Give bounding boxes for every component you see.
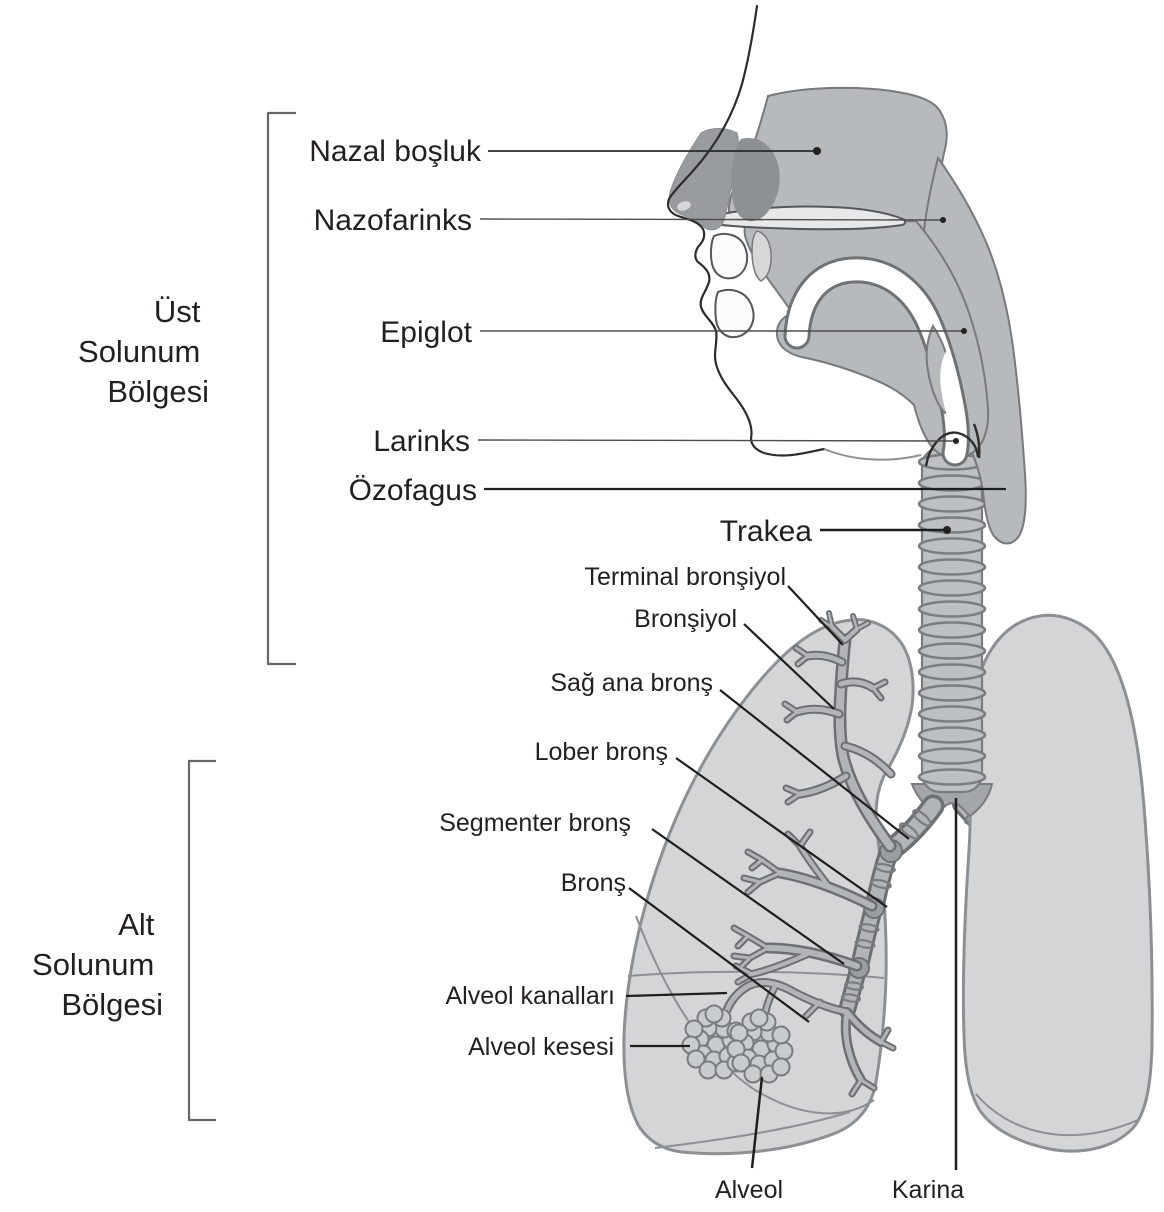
label-nazal-bosluk: Nazal boşluk (309, 135, 481, 168)
label-bronsiyol: Bronşiyol (634, 605, 737, 633)
label-larinks: Larinks (373, 425, 470, 458)
label-ozofagus: Özofagus (348, 474, 477, 507)
lower-region-title: Alt Solunum Bölgesi (32, 907, 163, 1022)
label-alveol-kanallari: Alveol kanalları (445, 982, 615, 1010)
upper-teeth (711, 234, 747, 278)
label-brons: Bronş (560, 869, 626, 897)
leader-dot-larinks (953, 438, 959, 444)
region-titles (32, 294, 209, 1022)
leader-dot-epiglot (961, 328, 967, 334)
lower-teeth (715, 290, 753, 337)
label-nazofarinks: Nazofarinks (313, 204, 472, 237)
label-alveol-kesesi: Alveol kesesi (468, 1033, 614, 1061)
upper-region-title: Üst Solunum Bölgesi (78, 294, 209, 409)
label-lober-brons: Lober bronş (534, 738, 668, 766)
leader-larinks (478, 440, 954, 441)
leader-dot-trakea (943, 526, 951, 534)
leader-dot-nazal-bosluk (813, 147, 821, 155)
label-karina: Karina (891, 1176, 965, 1204)
label-alveol: Alveol (714, 1176, 784, 1204)
left-lung (963, 615, 1152, 1151)
label-segmenter-brons: Segmenter bronş (439, 809, 631, 837)
region-brackets (189, 113, 296, 1120)
label-epiglot: Epiglot (380, 316, 472, 349)
label-terminal-bronsiyol: Terminal bronşiyol (584, 563, 786, 591)
bracket-upper-region (268, 113, 296, 664)
leader-dot-nazofarinks (940, 217, 946, 223)
label-trakea: Trakea (719, 515, 812, 548)
bracket-lower-region (189, 761, 216, 1120)
neck-line (824, 449, 921, 460)
trachea (912, 448, 992, 816)
label-sag-ana-brons: Sağ ana bronş (550, 669, 713, 697)
